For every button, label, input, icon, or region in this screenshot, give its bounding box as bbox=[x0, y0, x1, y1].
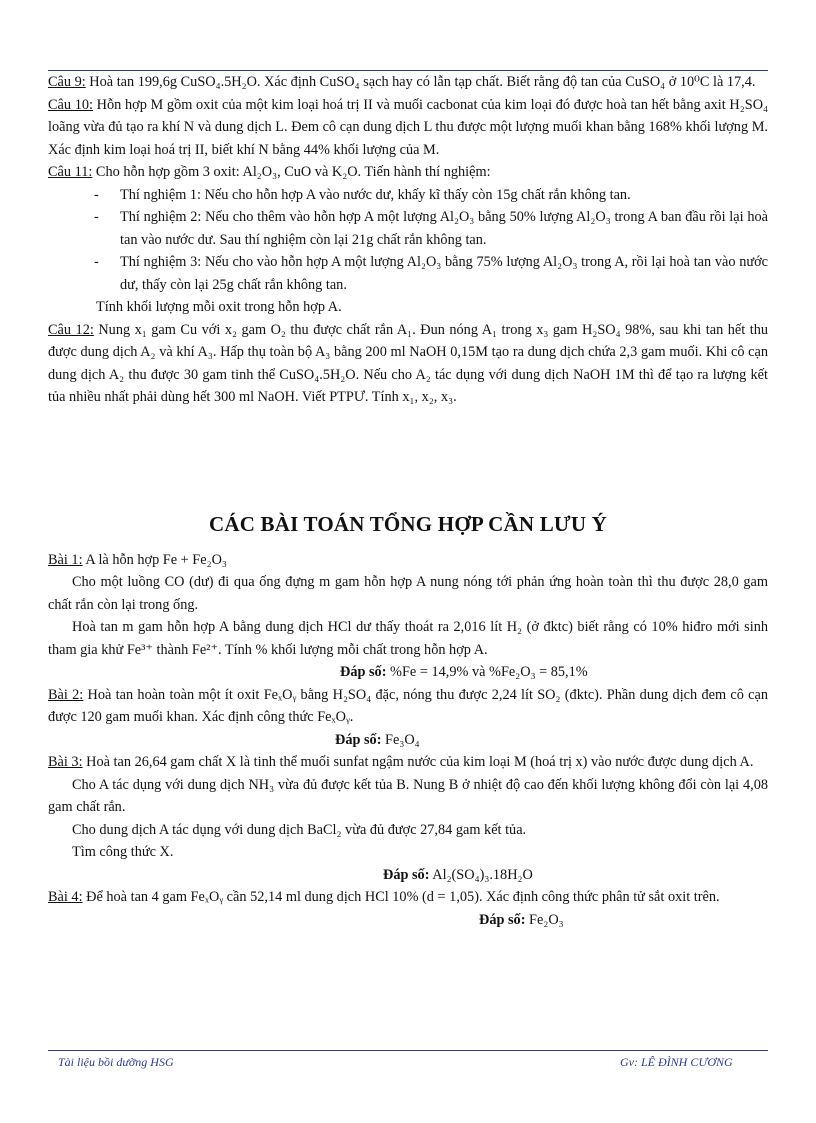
question-label: Câu 9: bbox=[48, 74, 86, 90]
footer-right: Gv: LÊ ĐÌNH CƯƠNG bbox=[620, 1055, 733, 1069]
section-title: CÁC BÀI TOÁN TỔNG HỢP CẦN LƯU Ý bbox=[208, 511, 608, 536]
answer-label: Đáp số: bbox=[479, 911, 526, 928]
question-11 bbox=[48, 161, 768, 184]
problem-label: Bài 3: bbox=[48, 754, 83, 770]
answer-4 bbox=[48, 909, 768, 932]
answer-2 bbox=[48, 729, 768, 752]
answer-text: Fe₂O₃ bbox=[525, 911, 564, 928]
section-spacer bbox=[48, 409, 768, 505]
problem-label: Bài 1: bbox=[48, 551, 83, 568]
problem-label: Bài 4: bbox=[48, 889, 83, 905]
problem-label: Bài 2: bbox=[48, 686, 84, 703]
problem-4 bbox=[48, 886, 768, 909]
question-text: Hỗn hợp M gồm oxit của một kim loại hoá trị II và muối cacbonat của kim loại đó được hoà tan hết bằng axit H₂SO₄ loãng vừa đủ tạo ra khí N và dung dịch L. Đem cô cạn dung dịch L thu được một lượng muối khan bằng 168% khối lượng M. Xác định kim loại hoá trị II, biết khí N bằng 44% khối lượng của M. bbox=[48, 96, 769, 158]
answer-3 bbox=[48, 864, 768, 887]
experiment-item: - Thí nghiệm 2: Nếu cho thêm vào hỗn hợp A một lượng Al₂O₃ bằng 50% lượng Al₂O₃ trong A ban đầu rồi lại hoà tan vào nước dư. Sau thí nghiệm còn lại 21g chất rắn không tan. bbox=[48, 206, 768, 251]
answer-label: Đáp số: bbox=[340, 664, 387, 680]
answer-text: Fe₃O₄ bbox=[381, 731, 420, 748]
question-9 bbox=[48, 71, 768, 94]
experiment-list bbox=[48, 184, 768, 297]
answer-text: Al₂(SO₄)₃.18H₂O bbox=[429, 866, 533, 883]
footer-rule bbox=[48, 1050, 768, 1051]
problem-paragraph: Cho A tác dụng với dung dịch NH₃ vừa đủ được kết tủa B. Nung B ở nhiệt độ cao đến khối lượng không đổi còn lại 4,08 gam chất rắn. bbox=[48, 776, 768, 815]
problem-paragraph: Tìm công thức X. bbox=[72, 844, 174, 860]
experiment-item: - Thí nghiệm 3: Nếu cho vào hỗn hợp A một lượng Al₂O₃ bằng 75% lượng Al₂O₃ trong A, rồi lại hoà tan vào nước dư, thấy còn lại 25g chất rắn không tan. bbox=[48, 251, 768, 296]
problem-3 bbox=[48, 751, 768, 774]
document-body bbox=[48, 71, 768, 931]
problem-paragraph: Cho dung dịch A tác dụng với dung dịch BaCl₂ vừa đủ được 27,84 gam kết tủa. bbox=[72, 821, 527, 838]
question-text: Nung x₁ gam Cu với x₂ gam O₂ thu được chất rắn A₁. Đun nóng A₁ trong x₃ gam H₂SO₄ 98%, sau khi tan hết thu được dung dịch A₂ và khí A₃. Hấp thụ toàn bộ A₃ bằng 200 ml NaOH 0,15M tạo ra dung dịch chứa 2,3 gam muối. Khi cô cạn dung dịch A₂ thu được 30 gam tinh thể CuSO₄.5H₂O. Nếu cho A₂ tác dụng với dung dịch NaOH 1M thì để tạo ra lượng kết tủa nhiều nhất phải dùng hết 300 ml NaOH. Viết PTPƯ. Tính x₁, x₂, x₃. bbox=[48, 321, 768, 405]
problem-1 bbox=[48, 549, 768, 572]
experiment-item: - Thí nghiệm 1: Nếu cho hỗn hợp A vào nước dư, khấy kĩ thấy còn 15g chất rắn không tan. bbox=[48, 184, 768, 207]
answer-label: Đáp số: bbox=[383, 866, 430, 883]
problem-paragraph: Hoà tan m gam hỗn hợp A bằng dung dịch HCl dư thấy thoát ra 2,016 lít H₂ (ở đktc) biết rằng có 10% hiđro mới sinh tham gia khử Fe³⁺ thành Fe²⁺. Tính % khối lượng mỗi chất trong hỗn hợp A. bbox=[48, 619, 768, 658]
answer-1 bbox=[48, 661, 768, 684]
problem-2 bbox=[48, 684, 768, 729]
question-label: Câu 10: bbox=[48, 96, 93, 113]
problem-text: Hoà tan 26,64 gam chất X là tinh thể muối sunfat ngậm nước của kim loại M (hoá trị x) vào nước được dung dịch A. bbox=[82, 754, 754, 770]
question-11-tail: Tính khối lượng mỗi oxit trong hỗn hợp A. bbox=[96, 299, 342, 315]
question-text: Hoà tan 199,6g CuSO₄.5H₂O. Xác định CuSO₄ sạch hay có lẫn tạp chất. Biết rằng độ tan của CuSO₄ ở 10⁰C là 17,4. bbox=[85, 74, 756, 90]
question-label: Câu 11: bbox=[48, 164, 93, 180]
question-label: Câu 12: bbox=[48, 321, 94, 338]
problem-text: Để hoà tan 4 gam FeₓOᵧ cần 52,14 ml dung dịch HCl 10% (d = 1,05). Xác định công thức phân tử sắt oxit trên. bbox=[82, 889, 720, 905]
question-text: Cho hỗn hợp gồm 3 oxit: Al₂O₃, CuO và K₂O. Tiến hành thí nghiệm: bbox=[92, 164, 491, 180]
answer-label: Đáp số: bbox=[335, 731, 382, 748]
answer-text: %Fe = 14,9% và %Fe₂O₃ = 85,1% bbox=[386, 664, 588, 680]
problem-text: A là hỗn hợp Fe + Fe₂O₃ bbox=[82, 551, 227, 568]
question-10 bbox=[48, 94, 768, 162]
footer-left: Tài liệu bồi dưỡng HSG bbox=[58, 1055, 174, 1069]
problem-paragraph: Cho một luồng CO (dư) đi qua ống đựng m gam hỗn hợp A nung nóng tới phản ứng hoàn toàn thì thu được 28,0 gam chất rắn còn lại trong ống. bbox=[48, 574, 768, 613]
problem-text: Hoà tan hoàn toàn một ít oxit FeₓOᵧ bằng H₂SO₄ đặc, nóng thu được 2,24 lít SO₂ (đktc). Phần dung dịch đem cô cạn được 120 gam muối khan. Xác định công thức FeₓOᵧ. bbox=[48, 686, 768, 725]
question-12 bbox=[48, 319, 768, 409]
